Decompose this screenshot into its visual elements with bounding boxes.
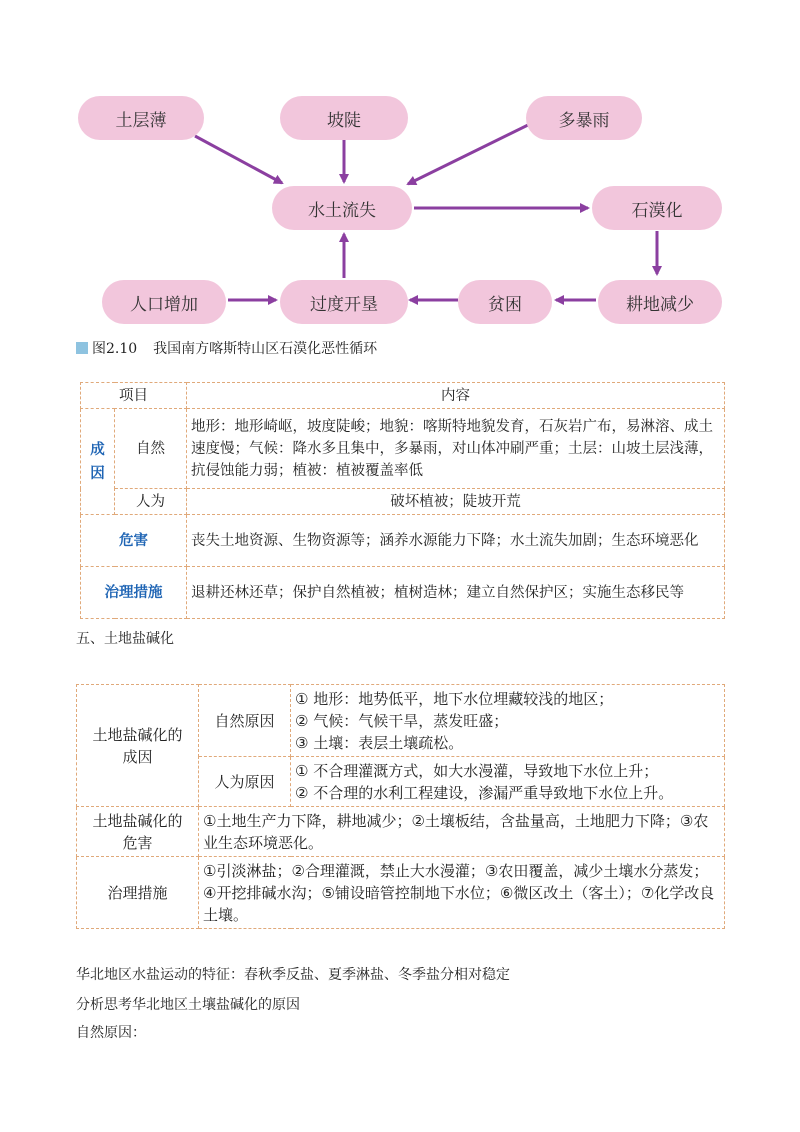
sal-human-content	[291, 757, 725, 807]
figure-number: 图2.10	[92, 341, 138, 357]
harm-label: 危害	[81, 515, 187, 567]
section-heading-5: 五、土地盐碱化	[76, 631, 174, 647]
paragraph-natural-causes: 自然原因：	[76, 1025, 146, 1041]
caption-square-icon	[76, 342, 88, 354]
sal-harm-content: ①土地生产力下降，耕地减少；②土壤板结，含盐量高，土地肥力下降；③农业生态环境恶化。	[199, 807, 725, 857]
node-overcultivation: 过度开垦	[280, 280, 408, 324]
list-item: ① 不合理灌溉方式，如大水漫灌，导致地下水位上升；	[295, 761, 659, 780]
figure-title: 我国南方喀斯特山区石漠化恶性循环	[153, 341, 378, 357]
sal-human-label: 人为原因	[199, 757, 291, 807]
node-poverty: 贫困	[458, 280, 552, 324]
table-row	[77, 857, 725, 929]
list-item: ③ 土壤：表层土壤疏松。	[295, 733, 464, 752]
arrow-soil-to-erosion	[195, 136, 282, 183]
node-population: 人口增加	[102, 280, 226, 324]
sal-natural-label: 自然原因	[199, 685, 291, 757]
node-farmland-reduce: 耕地减少	[598, 280, 722, 324]
table-row	[81, 489, 725, 515]
salinization-table	[76, 684, 725, 929]
arrow-rain-to-erosion	[408, 125, 528, 184]
human-label: 人为	[115, 489, 187, 515]
cause-label: 成因	[81, 409, 115, 515]
sal-cause-label: 土地盐碱化的成因	[77, 685, 199, 807]
human-content: 破坏植被；陡坡开荒	[187, 489, 725, 515]
table-row	[77, 685, 725, 757]
desertification-table	[80, 382, 725, 619]
sal-measure-label: 治理措施	[77, 857, 199, 929]
header-item: 项目	[81, 383, 187, 409]
list-item: ② 气候：气候干旱，蒸发旺盛；	[295, 711, 509, 730]
measure-label: 治理措施	[81, 567, 187, 619]
header-content: 内容	[187, 383, 725, 409]
node-heavy-rain: 多暴雨	[526, 96, 642, 140]
paragraph-salt-movement: 华北地区水盐运动的特征：春秋季反盐、夏季淋盐、冬季盐分相对稳定	[76, 967, 510, 983]
list-item: ① 地形：地势低平，地下水位埋藏较浅的地区；	[295, 689, 614, 708]
natural-label: 自然	[115, 409, 187, 489]
figure-caption	[76, 338, 377, 358]
node-soil-thin: 土层薄	[78, 96, 204, 140]
stone-desertification-cycle-diagram	[0, 0, 800, 340]
measure-content: 退耕还林还草；保护自然植被；植树造林；建立自然保护区；实施生态移民等	[187, 567, 725, 619]
natural-content: 地形：地形崎岖，坡度陡峻；地貌：喀斯特地貌发育，石灰岩广布，易淋溶、成土速度慢；气候：降水多且集中，多暴雨，对山体冲刷严重；土层：山坡土层浅薄，抗侵蚀能力弱；植被：植被覆盖率低	[187, 409, 725, 489]
node-erosion: 水土流失	[272, 186, 412, 230]
table-row	[81, 409, 725, 489]
sal-natural-content	[291, 685, 725, 757]
paragraph-analysis: 分析思考华北地区土壤盐碱化的原因	[76, 997, 300, 1013]
sal-harm-label: 土地盐碱化的危害	[77, 807, 199, 857]
node-rocky-desert: 石漠化	[592, 186, 722, 230]
harm-content: 丧失土地资源、生物资源等；涵养水源能力下降；水土流失加剧；生态环境恶化	[187, 515, 725, 567]
table-row	[81, 567, 725, 619]
table-row	[77, 807, 725, 857]
node-steep: 坡陡	[280, 96, 408, 140]
table-row	[81, 383, 725, 409]
list-item: ② 不合理的水利工程建设，渗漏严重导致地下水位上升。	[295, 783, 674, 802]
sal-measure-content: ①引淡淋盐；②合理灌溉，禁止大水漫灌；③农田覆盖，减少土壤水分蒸发；④开挖排碱水沟；⑤铺设暗管控制地下水位；⑥微区改土（客土）；⑦化学改良土壤。	[199, 857, 725, 929]
table-row	[81, 515, 725, 567]
